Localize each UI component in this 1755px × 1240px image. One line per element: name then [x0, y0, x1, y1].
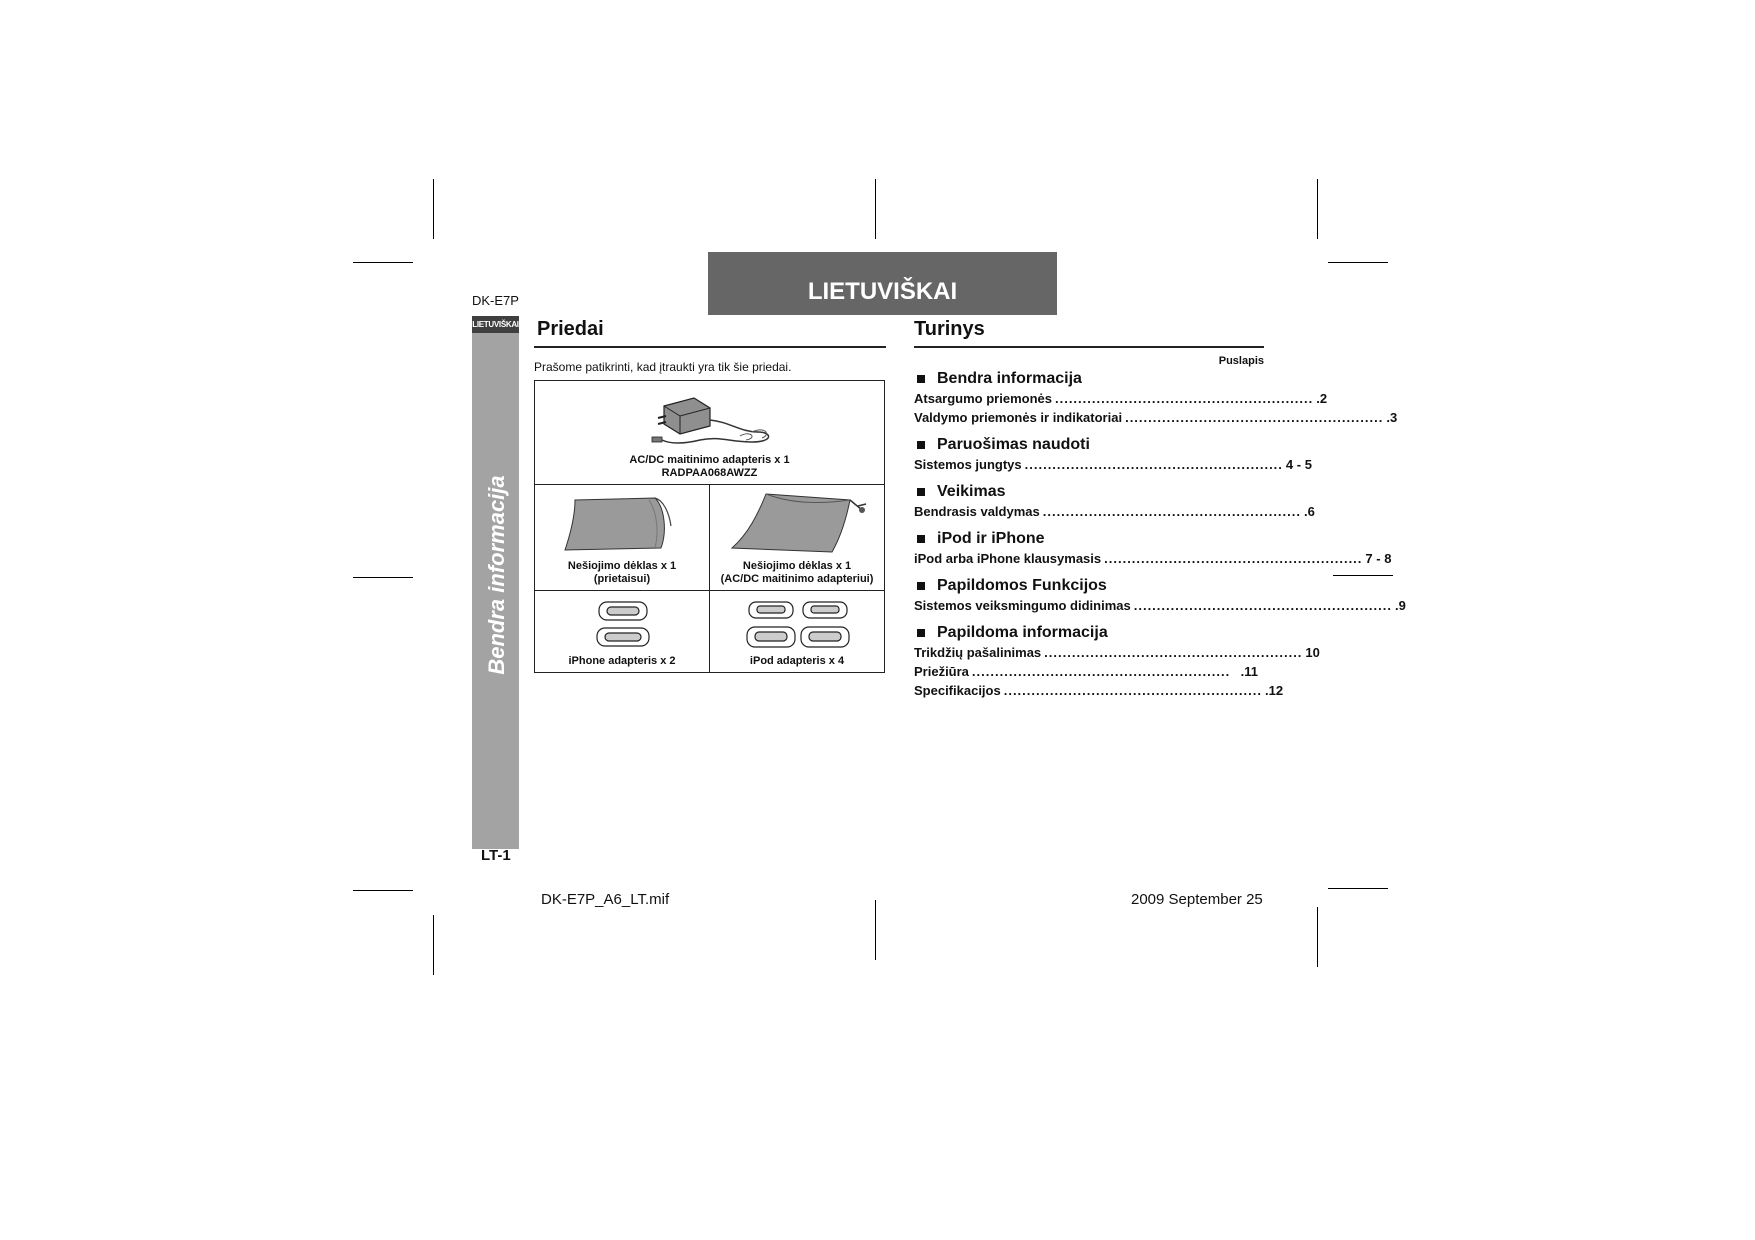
toc-entry: Specifikacijos ........................................................ .12: [914, 683, 1284, 698]
toc-entry: Priežiūra ........................................................ .11: [914, 664, 1258, 679]
language-header: LIETUVIŠKAI: [708, 252, 1057, 315]
toc-entry: Sistemos jungtys ........................................................ 4 - 5: [914, 457, 1312, 472]
crop-mark: [875, 179, 876, 239]
toc-entry: Sistemos veiksmingumo didinimas ........................................................ .9: [914, 598, 1406, 613]
page-number: LT-1: [481, 847, 511, 864]
page-column-label: Puslapis: [1218, 355, 1264, 367]
toc-entry: Atsargumo priemonės ........................................................ .2: [914, 391, 1328, 406]
toc-entry: Valdymo priemonės ir indikatoriai ........................................................ .3: [914, 410, 1398, 425]
pouch-icon: [722, 490, 872, 556]
crop-mark: [353, 890, 413, 891]
ipod-adapter-label: iPod adapteris x 4: [749, 655, 845, 667]
square-bullet-icon: [917, 441, 925, 449]
toc-entry: Bendrasis valdymas ........................................................ .6: [914, 504, 1315, 519]
toc-section: [914, 529, 1392, 568]
accessories-table: [534, 380, 885, 673]
pouch-icon: [557, 492, 687, 556]
iphone-adapter-cell: [535, 591, 710, 673]
square-bullet-icon: [917, 535, 925, 543]
iphone-adapter-label: iPhone adapteris x 2: [568, 655, 676, 667]
adapter-label-line1: AC/DC maitinimo adapteris x 1: [629, 454, 790, 466]
toc-section: [914, 576, 1406, 615]
language-tab: LIETUVIŠKAI: [472, 316, 519, 333]
ipod-adapter-cell: [710, 591, 885, 673]
square-bullet-icon: [917, 629, 925, 637]
crop-mark: [353, 577, 413, 578]
adapter-label-line2: RADPAA068AWZZ: [661, 467, 758, 479]
square-bullet-icon: [917, 582, 925, 590]
pouch-adapter-line1: Nešiojimo dėklas x 1: [742, 560, 852, 572]
toc-section: [914, 623, 1320, 700]
side-section-title: Bendra informacija: [484, 475, 509, 675]
crop-mark: [433, 179, 434, 239]
toc-entry: Trikdžių pašalinimas ........................................................ 10: [914, 645, 1320, 660]
toc-section: [914, 369, 1398, 427]
accessories-intro: Prašome patikrinti, kad įtraukti yra tik šie priedai.: [534, 360, 792, 374]
crop-mark: [1328, 262, 1388, 263]
pouch-adapter-line2: (AC/DC maitinimo adapteriui): [720, 573, 874, 585]
toc-heading: Paruošimas naudoti: [914, 435, 1264, 455]
table-of-contents: [914, 355, 1406, 700]
divider: [534, 346, 886, 348]
toc-heading: Bendra informacija: [914, 369, 1264, 389]
ac-adapter-image: [640, 392, 780, 450]
pouch-device-line2: (prietaisui): [593, 573, 651, 585]
crop-mark: [1328, 888, 1388, 889]
toc-section: [914, 435, 1312, 474]
toc-section: [914, 482, 1315, 521]
footer-filename: DK-E7P_A6_LT.mif: [541, 891, 670, 908]
divider: [914, 346, 1264, 348]
footer-date: 2009 September 25: [1131, 891, 1263, 908]
pouch-adapter-cell: [710, 485, 885, 591]
crop-mark: [353, 262, 413, 263]
square-bullet-icon: [917, 488, 925, 496]
crop-mark: [875, 900, 876, 960]
crop-mark: [1317, 179, 1318, 239]
model-label: DK-E7P: [472, 293, 519, 308]
dock-adapter-icon: [587, 599, 657, 651]
toc-heading: Papildoma informacija: [914, 623, 1264, 643]
toc-heading: iPod ir iPhone: [914, 529, 1264, 549]
pouch-device-cell: [535, 485, 710, 591]
toc-entry: iPod arba iPhone klausymasis ........................................................ 7 - 8: [914, 551, 1392, 566]
pouch-device-line1: Nešiojimo dėklas x 1: [567, 560, 677, 572]
toc-heading: Veikimas: [914, 482, 1264, 502]
accessories-title: Priedai: [537, 318, 604, 340]
crop-mark: [1333, 575, 1393, 576]
toc-heading: Papildomos Funkcijos: [914, 576, 1264, 596]
dock-adapter-icon: [737, 599, 857, 651]
contents-title: Turinys: [914, 318, 985, 340]
square-bullet-icon: [917, 375, 925, 383]
adapter-cell: [535, 381, 885, 485]
crop-mark: [433, 915, 434, 975]
crop-mark: [1317, 907, 1318, 967]
